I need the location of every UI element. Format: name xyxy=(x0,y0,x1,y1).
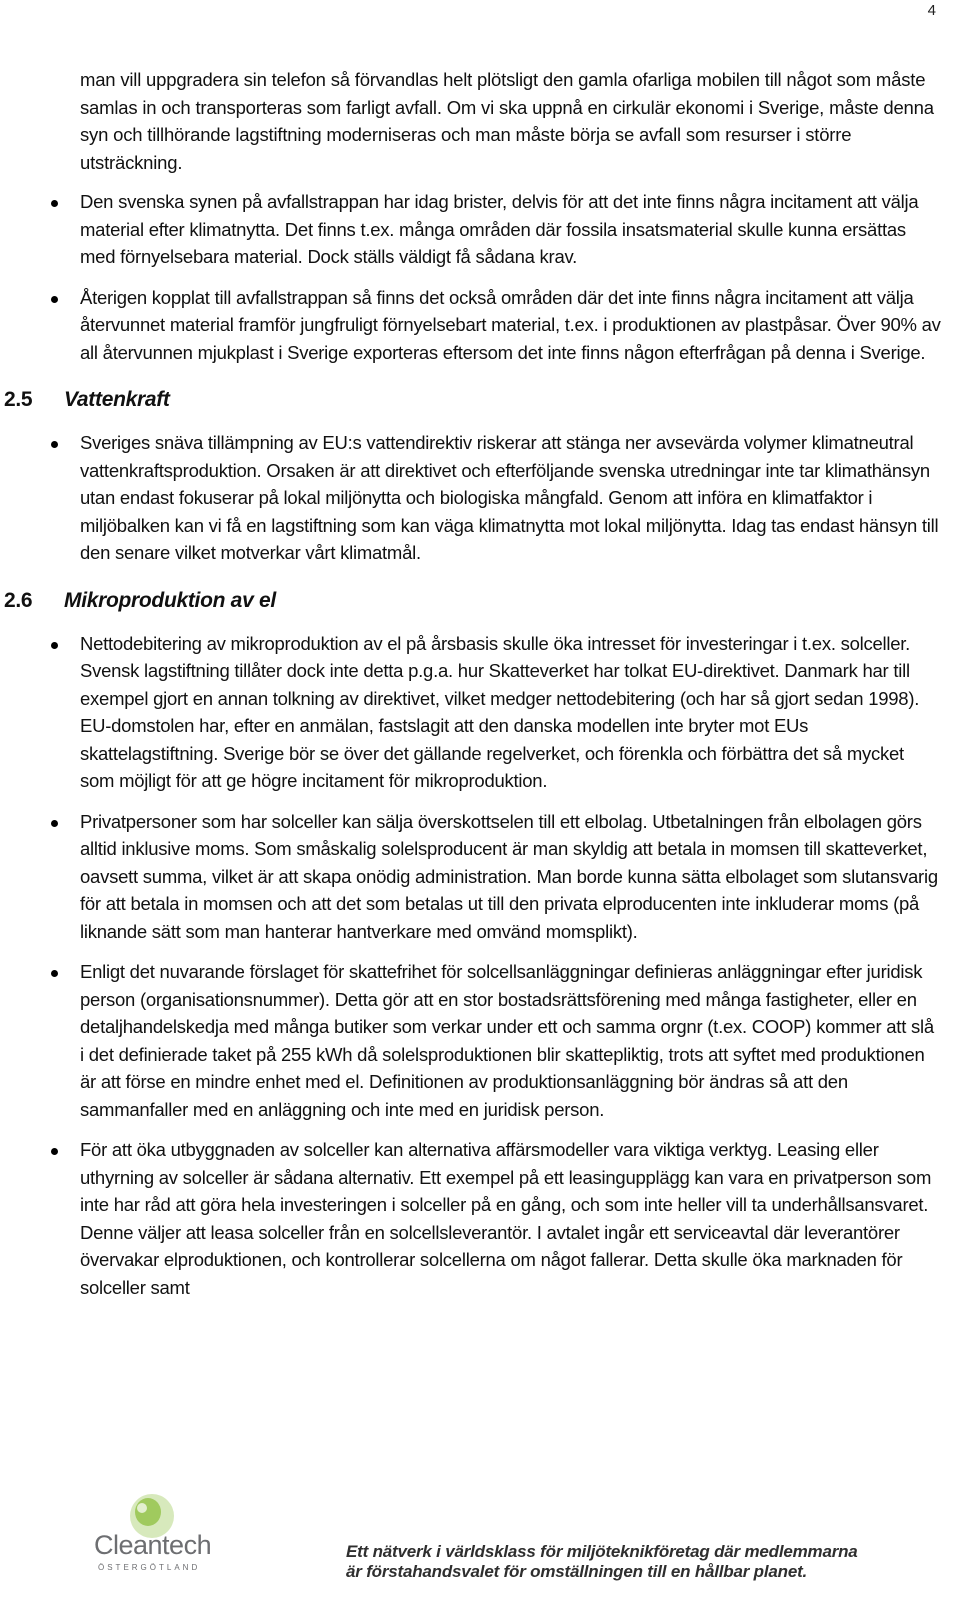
section-2-5-bullet-list xyxy=(0,429,960,567)
intro-paragraph: man vill uppgradera sin telefon så förvandlas helt plötsligt den gamla ofarliga mobilen till något som måste samlas in och transporteras som farligt avfall. Om vi ska uppnå en cirkulär ekonomi i Sverige, måste denna syn och tillhörande lagstiftning moderniseras och man måste börja se avfall som resurser i större utsträckning. xyxy=(80,69,934,173)
bullet-icon xyxy=(51,970,58,977)
bullet-icon xyxy=(51,200,58,207)
page-number: 4 xyxy=(927,2,936,19)
bullet-icon xyxy=(51,296,58,303)
page-footer xyxy=(0,1490,960,1615)
section-title: Mikroproduktion av el xyxy=(64,588,276,612)
list-item: Sveriges snäva tillämpning av EU:s vattendirektiv riskerar att stänga ner avsevärda volymer klimatneutral vattenkraftsproduktion. Orsaken är att direktivet och efterföljande svenska utredningar inte tar klimathänsyn utan endast fokuserar på lokal miljönytta och biologiska mångfald. Genom att införa en klimatfaktor i miljöbalken kan vi få en lagstiftning som kan väga klimatnytta mot lokal miljönytta. Idag tas endast hänsyn till den senare vilket motverkar vårt klimatmål. xyxy=(80,429,942,567)
svg-text:Cleantech: Cleantech xyxy=(94,1530,212,1560)
list-item: Enligt det nuvarande förslaget för skattefrihet för solcellsanläggningar definieras anläggningar efter juridisk person (organisationsnummer). Detta gör att en stor bostadsrättsförening med många fastigheter, eller en detaljhandelskedja med många butiker som verkar under ett och samma orgnr (t.ex. COOP) kommer att slå i det definierade taket på 255 kWh då solelsproduktionen blir skattepliktig, trots att syftet med produktionen är att förse en mindre enhet med el. Definitionen av produktionsanläggning bör ändras så att den sammanfaller med en anläggning och inte med en juridisk person. xyxy=(80,958,942,1123)
top-bullet-list xyxy=(0,188,960,366)
bullet-icon xyxy=(51,642,58,649)
list-item: Privatpersoner som har solceller kan sälja överskottselen till ett elbolag. Utbetalningen från elbolagen görs alltid inklusive moms. Som småskalig solelsproducent är man skyldig att betala in momsen till skatteverket, oavsett summa, vilket är att skapa onödig administration. Man borde kunna sätta elbolaget som slutansvarig för att betala in momsen och att det som betalas ut till den privata elproducenten inte inkluderar moms (på liknande sätt som man hanterar hantverkare med omvänd momsplikt). xyxy=(80,808,942,946)
section-2-6-bullet-list xyxy=(0,630,960,1302)
list-item: För att öka utbyggnaden av solceller kan alternativa affärsmodeller vara viktiga verktyg. Leasing eller uthyrning av solceller är sådana alternativ. Ett exempel på ett leasingupplägg kan vara en privatperson som inte har råd att göra hela investeringen i solceller på en gång, och som inte heller vill ta underhållsansvaret. Denne väljer att leasa solceller från en solcellsleverantör. I avtalet ingår ett serviceavtal där leverantörer övervakar elproduktionen, och kontrollerar solcellerna om något fallerar. Detta skulle öka marknaden för solceller samt xyxy=(80,1136,942,1301)
cleantech-logo xyxy=(90,1490,220,1615)
document-body xyxy=(0,66,960,1301)
list-item: Nettodebitering av mikroproduktion av el på årsbasis skulle öka intresset för investeringar i t.ex. solceller. Svensk lagstiftning tillåter dock inte detta p.g.a. hur Skatteverket har tolkat EU-direktivet. Danmark har till exempel gjort en annan tolkning av direktivet, vilket medger nettodebitering (och har så gjort sedan 1998). EU-domstolen har, efter en anmälan, fastslagit att den danska modellen inte bryter mot EUs skattelagstiftning. Sverige bör se över det gällande regelverket, och förenkla och förbättra det så mycket som möjligt för att ge högre incitament för mikroproduktion. xyxy=(80,630,942,795)
bullet-icon xyxy=(51,441,58,448)
list-item: Den svenska synen på avfallstrappan har idag brister, delvis för att det inte finns några incitament att välja material efter klimatnytta. Det finns t.ex. många områden där fossila insatsmaterial skulle kunna ersättas med förnyelsebara material. Dock ställs väldigt få sådana krav. xyxy=(80,188,942,271)
section-number: 2.5 xyxy=(4,388,33,411)
section-number: 2.6 xyxy=(4,588,33,612)
section-title: Vattenkraft xyxy=(64,388,170,411)
tagline-line-2: är förstahandsvalet för omställningen till en hållbar planet. xyxy=(346,1562,808,1581)
list-item: Återigen kopplat till avfallstrappan så finns det också områden där det inte finns några incitament att välja återvunnet material framför jungfruligt förnyelsebart material, t.ex. i produktionen av plastpåsar. Över 90% av all återvunnen mjukplast i Sverige exporteras eftersom det inte finns någon efterfrågan på denna i Sverige. xyxy=(80,284,942,367)
bullet-icon xyxy=(51,1148,58,1155)
footer-tagline xyxy=(346,1542,946,1582)
tagline-line-1: Ett nätverk i världsklass för miljöteknikföretag där medlemmarna xyxy=(346,1542,858,1561)
svg-text:ÖSTERGÖTLAND: ÖSTERGÖTLAND xyxy=(98,1563,201,1572)
section-heading-2-6 xyxy=(0,589,960,613)
bullet-icon xyxy=(51,820,58,827)
section-heading-2-5 xyxy=(0,388,960,412)
